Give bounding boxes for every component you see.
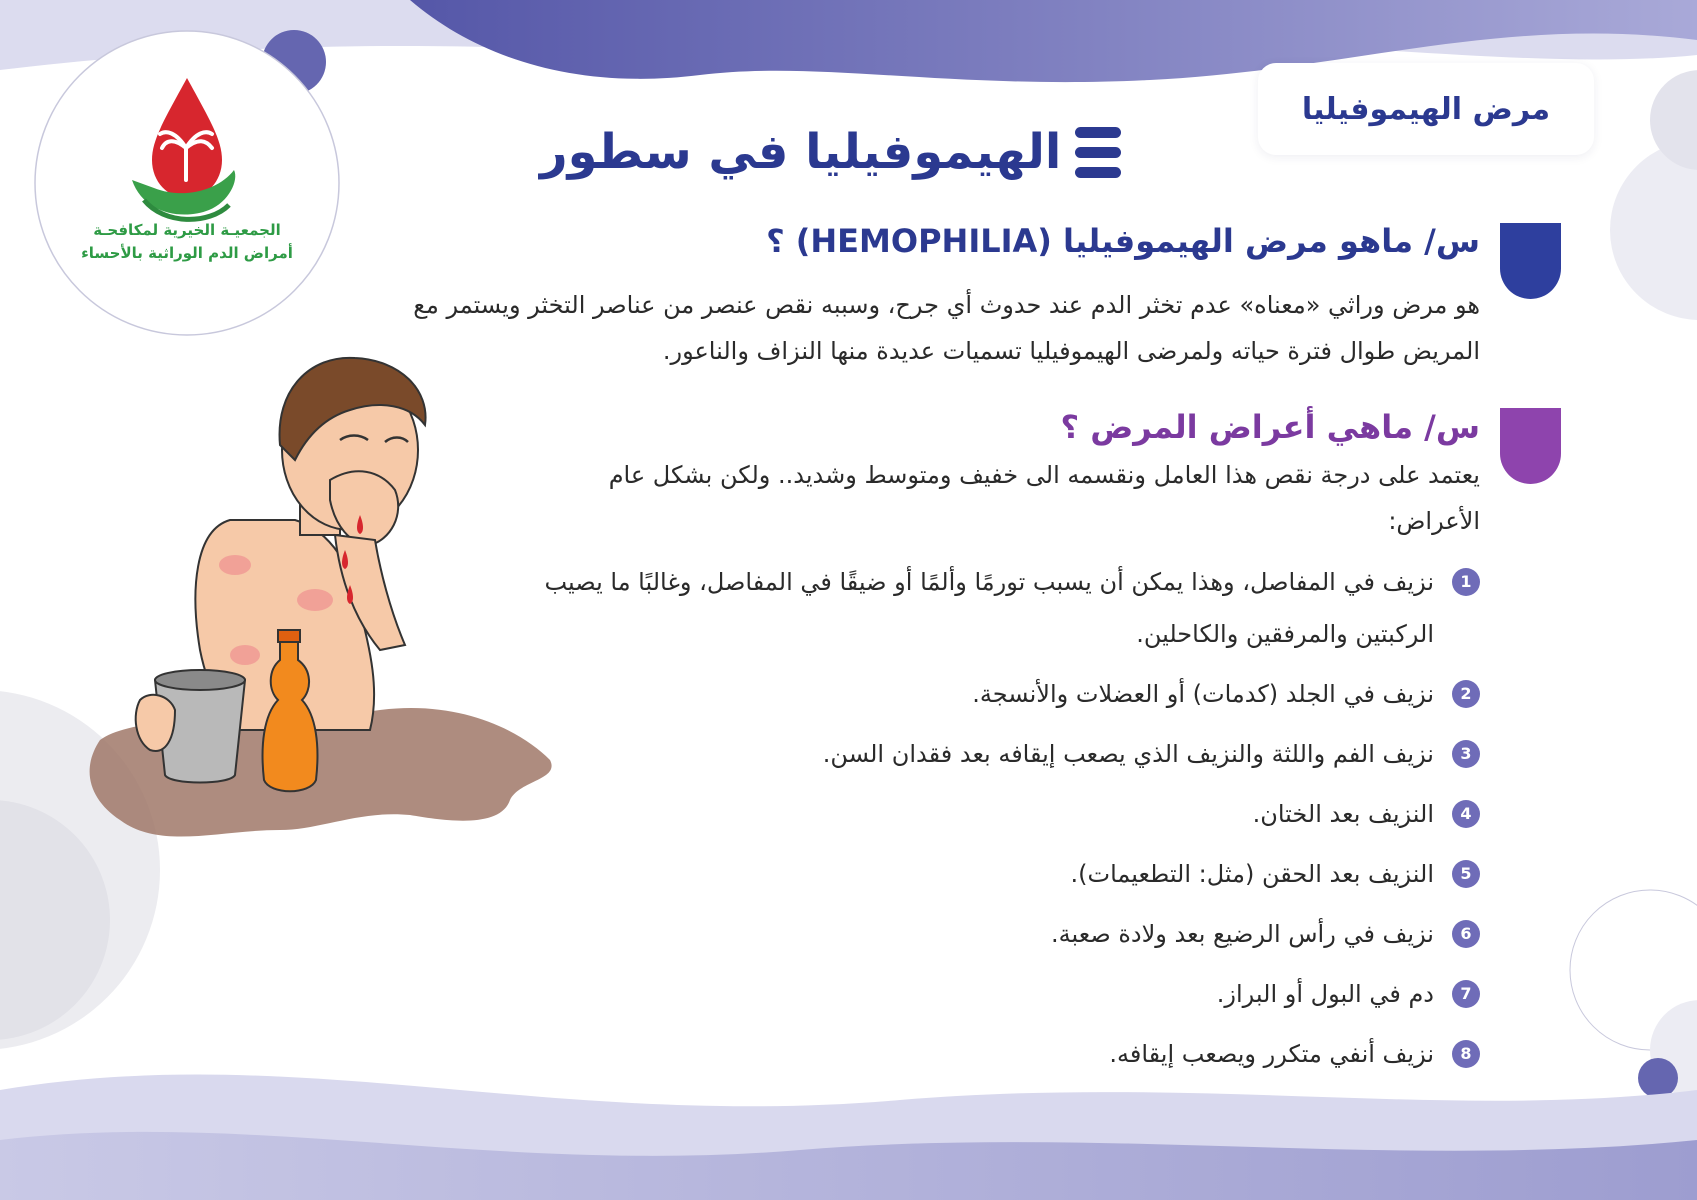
logo-line2: أمراض الدم الوراثية بالأحساء	[81, 244, 293, 262]
symptom-text: نزيف في رأس الرضيع بعد ولادة صعبة.	[1051, 920, 1434, 948]
number-badge: 6	[1452, 920, 1480, 948]
number-badge: 1	[1452, 568, 1480, 596]
symptom-text: النزيف بعد الختان.	[1252, 800, 1434, 828]
question-2-tab	[1500, 408, 1561, 484]
symptom-text: دم في البول أو البراز.	[1216, 980, 1434, 1008]
number-badge: 3	[1452, 740, 1480, 768]
main-title	[540, 112, 1160, 192]
list-item	[500, 728, 1480, 780]
list-item	[500, 968, 1480, 1020]
symptom-text: نزيف في المفاصل، وهذا يمكن أن يسبب تورمًا وألمًا أو ضيقًا في المفاصل، وغالبًا ما يصيب الركبتين والمرفقين والكاحلين.	[544, 568, 1434, 648]
answer-1-text: هو مرض وراثي «معناه» عدم تخثر الدم عند حدوث أي جرح، وسببه نقص عنصر من عناصر التخثر ويستمر مع المريض طوال فترة حياته ولمرضى الهيموفيليا تسميات عديدة منها النزاف والناعور.	[413, 291, 1480, 365]
symptom-text: نزيف الفم واللثة والنزيف الذي يصعب إيقافه بعد فقدان السن.	[822, 740, 1434, 768]
list-item	[500, 556, 1480, 660]
symptom-text: نزيف أنفي متكرر ويصعب إيقافه.	[1109, 1040, 1434, 1068]
symptoms-list	[500, 556, 1480, 1088]
question-1-title: س/ ماهو مرض الهيموفيليا (HEMOPHILIA) ؟	[766, 222, 1480, 260]
number-badge: 7	[1452, 980, 1480, 1008]
question-1-tab	[1500, 223, 1561, 299]
number-badge: 8	[1452, 1040, 1480, 1068]
list-item	[500, 788, 1480, 840]
answer-2-text: يعتمد على درجة نقص هذا العامل ونقسمه الى خفيف ومتوسط وشديد.. ولكن بشكل عام الأعراض:	[608, 461, 1480, 535]
menu-lines-icon	[1075, 127, 1121, 178]
symptom-text: نزيف في الجلد (كدمات) أو العضلات والأنسجة.	[972, 680, 1434, 708]
topic-badge	[1258, 63, 1594, 155]
list-item	[500, 848, 1480, 900]
list-item	[500, 908, 1480, 960]
patient-illustration	[80, 350, 560, 900]
symptom-text: النزيف بعد الحقن (مثل: التطعيمات).	[1070, 860, 1434, 888]
number-badge: 5	[1452, 860, 1480, 888]
number-badge: 4	[1452, 800, 1480, 828]
badge-text: مرض الهيموفيليا	[1301, 91, 1551, 127]
number-badge: 2	[1452, 680, 1480, 708]
page-title: الهيموفيليا في سطور	[540, 124, 1062, 180]
logo-line1: الجمعيـة الخيرية لمكافحـة	[93, 221, 281, 239]
list-item	[500, 1028, 1480, 1080]
charity-logo	[34, 30, 340, 336]
list-item	[500, 668, 1480, 720]
question-2-title: س/ ماهي أعراض المرض ؟	[1060, 408, 1480, 446]
